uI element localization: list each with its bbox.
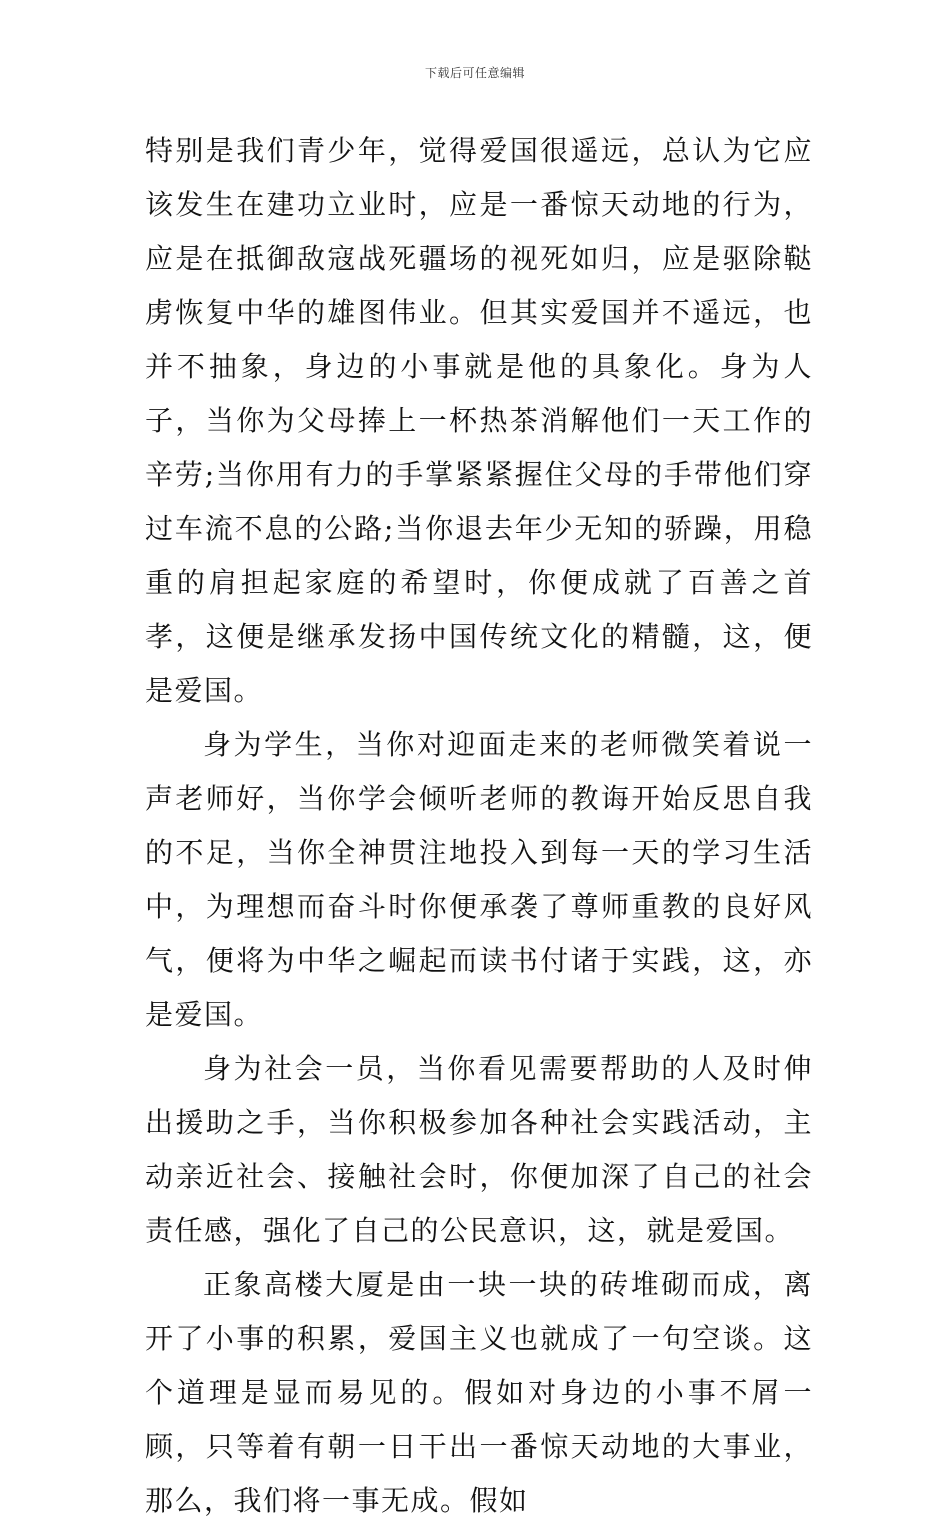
page-header: 下载后可任意编辑 — [424, 66, 525, 80]
document-body — [145, 124, 813, 1528]
paragraph-4: 正象高楼大厦是由一块一块的砖堆砌而成，离开了小事的积累，爱国主义也就成了一句空谈。这个道理是显而易见的。假如对身边的小事不屑一顾，只等着有朝一日干出一番惊天动地的大事业，那么，我们将一事无成。假如 — [145, 1268, 813, 1517]
paragraph-3: 身为社会一员，当你看见需要帮助的人及时伸出援助之手，当你积极参加各种社会实践活动，主动亲近社会、接触社会时，你便加深了自己的社会责任感，强化了自己的公民意识，这，就是爱国。 — [145, 1052, 813, 1247]
paragraph-2: 身为学生，当你对迎面走来的老师微笑着说一声老师好，当你学会倾听老师的教诲开始反思自我的不足，当你全神贯注地投入到每一天的学习生活中，为理想而奋斗时你便承袭了尊师重教的良好风气，便将为中华之崛起而读书付诸于实践，这，亦是爱国。 — [145, 728, 813, 1031]
paragraph-1: 特别是我们青少年，觉得爱国很遥远，总认为它应该发生在建功立业时，应是一番惊天动地的行为，应是在抵御敌寇战死疆场的视死如归，应是驱除鞑虏恢复中华的雄图伟业。但其实爱国并不遥远，也并不抽象，身边的小事就是他的具象化。身为人子，当你为父母捧上一杯热茶消解他们一天工作的辛劳;当你用有力的手掌紧紧握住父母的手带他们穿过车流不息的公路;当你退去年少无知的骄躁，用稳重的肩担起家庭的希望时，你便成就了百善之首孝，这便是继承发扬中国传统文化的精髓，这，便是爱国。 — [145, 134, 813, 707]
